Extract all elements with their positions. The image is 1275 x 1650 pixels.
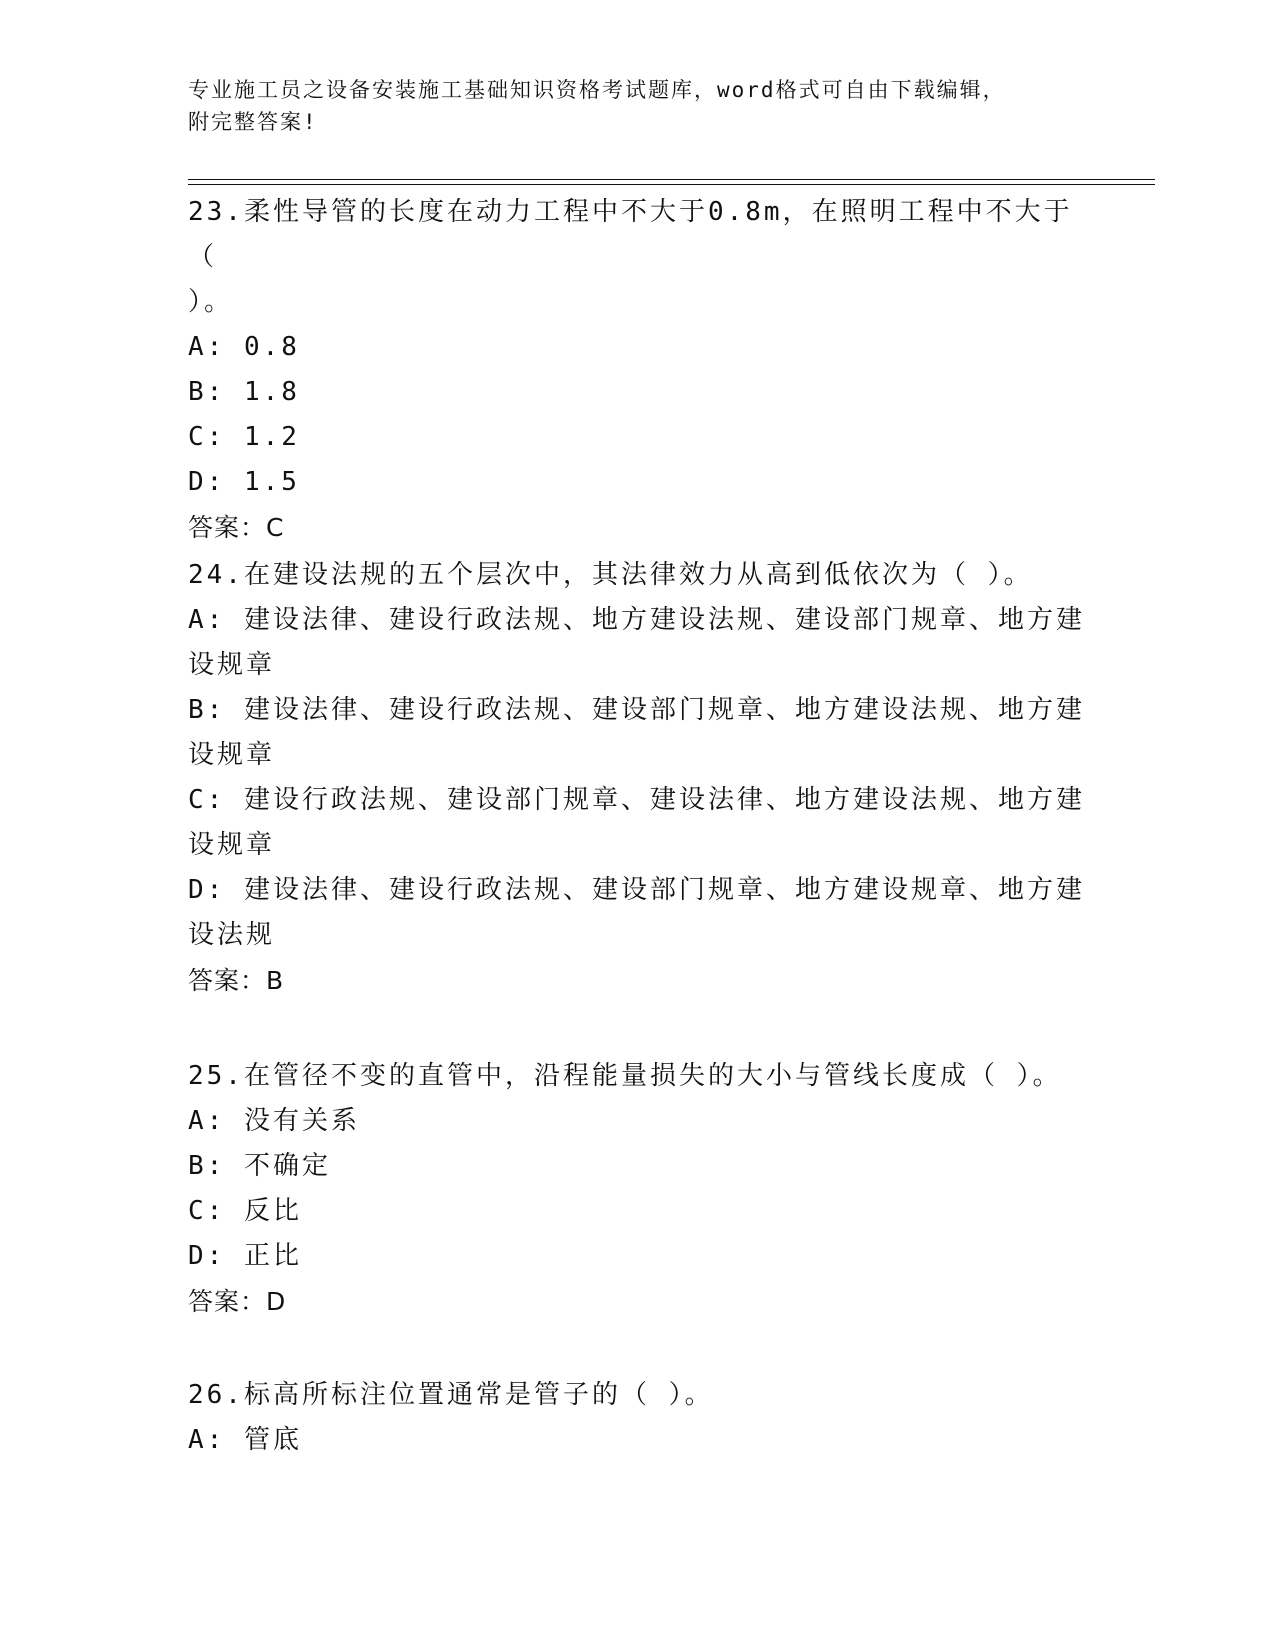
- question-23: [188, 190, 1088, 550]
- option-c: C: 反比: [188, 1196, 302, 1226]
- header-divider-bottom: [188, 184, 1155, 185]
- answer: 答案：C: [188, 513, 285, 542]
- option-d: D: 建设法律、建设行政法规、建设部门规章、地方建设规章、地方建: [188, 875, 1085, 905]
- option-b: B: 1.8: [188, 377, 300, 407]
- option-a: A: 管底: [188, 1425, 302, 1455]
- document-header: [188, 74, 1088, 138]
- option-d: D: 正比: [188, 1241, 302, 1271]
- option-a: A: 0.8: [188, 332, 300, 362]
- answer: 答案：B: [188, 966, 285, 995]
- question-stem: 25.在管径不变的直管中，沿程能量损失的大小与管线长度成（ ）。: [188, 1061, 1062, 1091]
- option-c-continuation: 设规章: [188, 830, 276, 860]
- option-b: B: 不确定: [188, 1151, 331, 1181]
- question-stem: 24.在建设法规的五个层次中，其法律效力从高到低依次为（ ）。: [188, 560, 1033, 590]
- option-b: B: 建设法律、建设行政法规、建设部门规章、地方建设法规、地方建: [188, 695, 1085, 725]
- header-line-1: 专业施工员之设备安装施工基础知识资格考试题库，word格式可自由下载编辑，: [188, 78, 1006, 102]
- question-stem: 26.标高所标注位置通常是管子的（ ）。: [188, 1380, 714, 1410]
- option-d-continuation: 设法规: [188, 920, 276, 950]
- option-c: C: 1.2: [188, 422, 300, 452]
- question-stem-continuation: ）。: [188, 287, 234, 317]
- option-c: C: 建设行政法规、建设部门规章、建设法律、地方建设法规、地方建: [188, 785, 1085, 815]
- option-b-continuation: 设规章: [188, 740, 276, 770]
- question-26: [188, 1373, 1088, 1463]
- header-divider-top: [188, 179, 1155, 180]
- question-stem: 23.柔性导管的长度在动力工程中不大于0.8m，在照明工程中不大于（: [188, 197, 1073, 272]
- question-25: [188, 1054, 1088, 1324]
- header-line-2: 附完整答案!: [188, 110, 318, 134]
- question-24: [188, 553, 1088, 1003]
- answer: 答案：D: [188, 1287, 287, 1316]
- option-a-continuation: 设规章: [188, 650, 276, 680]
- option-a: A: 没有关系: [188, 1106, 360, 1136]
- option-a: A: 建设法律、建设行政法规、地方建设法规、建设部门规章、地方建: [188, 605, 1085, 635]
- option-d: D: 1.5: [188, 467, 300, 497]
